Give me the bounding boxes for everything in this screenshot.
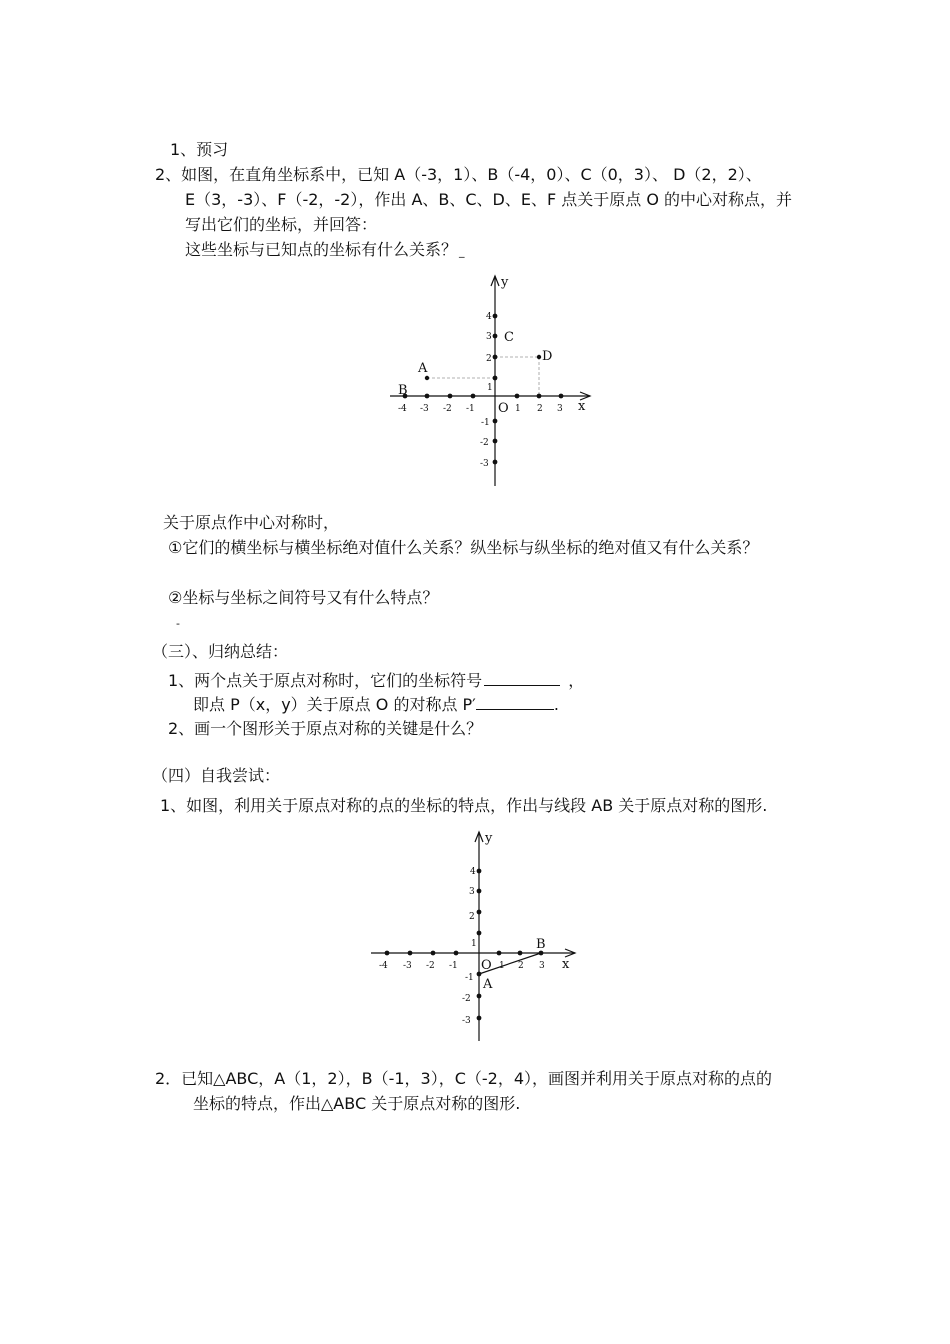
y-tick-label: 4	[486, 312, 492, 322]
x-tick-label: -1	[449, 961, 458, 971]
y-tick-label: 2	[486, 354, 492, 364]
x-axis-label: x	[562, 957, 570, 972]
x-axis-label: x	[578, 399, 586, 414]
summary-item-1-end: ，	[568, 671, 585, 690]
x-tick-label: 3	[539, 961, 545, 971]
question-2-line-4	[185, 240, 465, 262]
question-2-line-2: E（3，-3）、F（-2，-2），作出 A、B、C、D、E、F 点关于原点 O 的中心对称点，并	[185, 190, 793, 209]
answer-blank-1	[484, 670, 560, 686]
origin-label: O	[481, 958, 492, 973]
y-tick-label: 3	[486, 332, 492, 342]
x-tick-label: 3	[557, 404, 563, 414]
summary-item-1-line-2	[193, 694, 559, 715]
point-label-A: A	[418, 361, 428, 376]
summary-item-1-line-1	[168, 670, 584, 691]
summary-title: （三）、归纳总结：	[152, 642, 289, 661]
x-tick-label: 2	[537, 404, 543, 414]
preview-heading: 1、预习	[170, 140, 229, 159]
summary-item-2: 2、画一个图形关于原点对称的关键是什么？	[168, 719, 483, 738]
under-mark: _	[459, 245, 465, 258]
y-tick-label: 1	[471, 939, 477, 949]
coordinate-figure-1	[380, 268, 600, 493]
point-label-D: D	[542, 349, 553, 364]
x-tick-label: -4	[398, 404, 407, 414]
y-tick-label: -3	[462, 1016, 471, 1026]
y-tick-label: 3	[469, 887, 475, 897]
symmetry-intro: 关于原点作中心对称时，	[163, 513, 340, 532]
coordinate-figure-2	[365, 826, 585, 1048]
x-tick-label: -2	[443, 404, 452, 414]
plotted-points	[425, 355, 541, 380]
self-try-question-2-line-1: 2．已知△ABC，A（1，2），B（-1，3），C（-2，4），画图并利用关于原点对称的点的	[155, 1069, 773, 1088]
symmetry-question-1: ①它们的横坐标与横坐标绝对值什么关系？纵坐标与纵坐标的绝对值又有什么关系？	[168, 538, 759, 557]
summary-item-1-text: 1、两个点关于原点对称时，它们的坐标符号	[168, 671, 483, 690]
question-2-line-3: 写出它们的坐标，并回答：	[185, 215, 378, 234]
self-try-question-2-line-2: 坐标的特点，作出△ABC 关于原点对称的图形.	[193, 1094, 521, 1113]
x-tick-label: 2	[518, 961, 524, 971]
point-label-A: A	[483, 977, 493, 992]
stray-dash: -	[176, 617, 180, 630]
question-2-text: 这些坐标与已知点的坐标有什么关系？	[185, 240, 458, 259]
x-tick-label: -2	[426, 961, 435, 971]
point-label-C: C	[504, 330, 514, 345]
y-tick-label: 2	[469, 912, 475, 922]
x-tick-label: -3	[420, 404, 429, 414]
question-2-line-1: 2、如图，在直角坐标系中，已知 A（-3，1）、B（-4，0）、C（0，3）、 D（2，2）、	[155, 165, 762, 184]
y-axis-label: y	[501, 275, 509, 290]
answer-blank-2	[476, 694, 554, 710]
x-tick-label: -1	[466, 404, 475, 414]
x-tick-label: -4	[379, 961, 388, 971]
origin-label: O	[498, 401, 509, 416]
y-axis-label: y	[485, 831, 493, 846]
y-tick-label: -1	[465, 973, 474, 983]
y-tick-label: -2	[462, 994, 471, 1004]
y-tick-label: 4	[470, 867, 476, 877]
x-tick-label: -3	[403, 961, 412, 971]
x-tick-label: 1	[515, 404, 521, 414]
guide-lines	[427, 357, 539, 396]
summary-item-1-line-2-end: .	[553, 695, 559, 714]
point-D	[537, 355, 541, 359]
point-A	[425, 376, 429, 380]
summary-item-1-line-2-text: 即点 P（x，y）关于原点 O 的对称点 P′	[193, 695, 476, 714]
y-tick-label: -2	[480, 438, 489, 448]
self-try-title: （四）自我尝试：	[152, 766, 281, 785]
point-label-B: B	[536, 937, 546, 952]
point-label-B: B	[398, 383, 408, 398]
y-tick-label: 1	[487, 383, 493, 393]
self-try-question-1: 1、如图，利用关于原点对称的点的坐标的特点，作出与线段 AB 关于原点对称的图形.	[160, 796, 768, 815]
y-tick-label: -1	[481, 418, 490, 428]
y-tick-label: -3	[480, 459, 489, 469]
x-tick-label: 1	[499, 961, 505, 971]
symmetry-question-2: ②坐标与坐标之间符号又有什么特点？	[168, 588, 439, 607]
